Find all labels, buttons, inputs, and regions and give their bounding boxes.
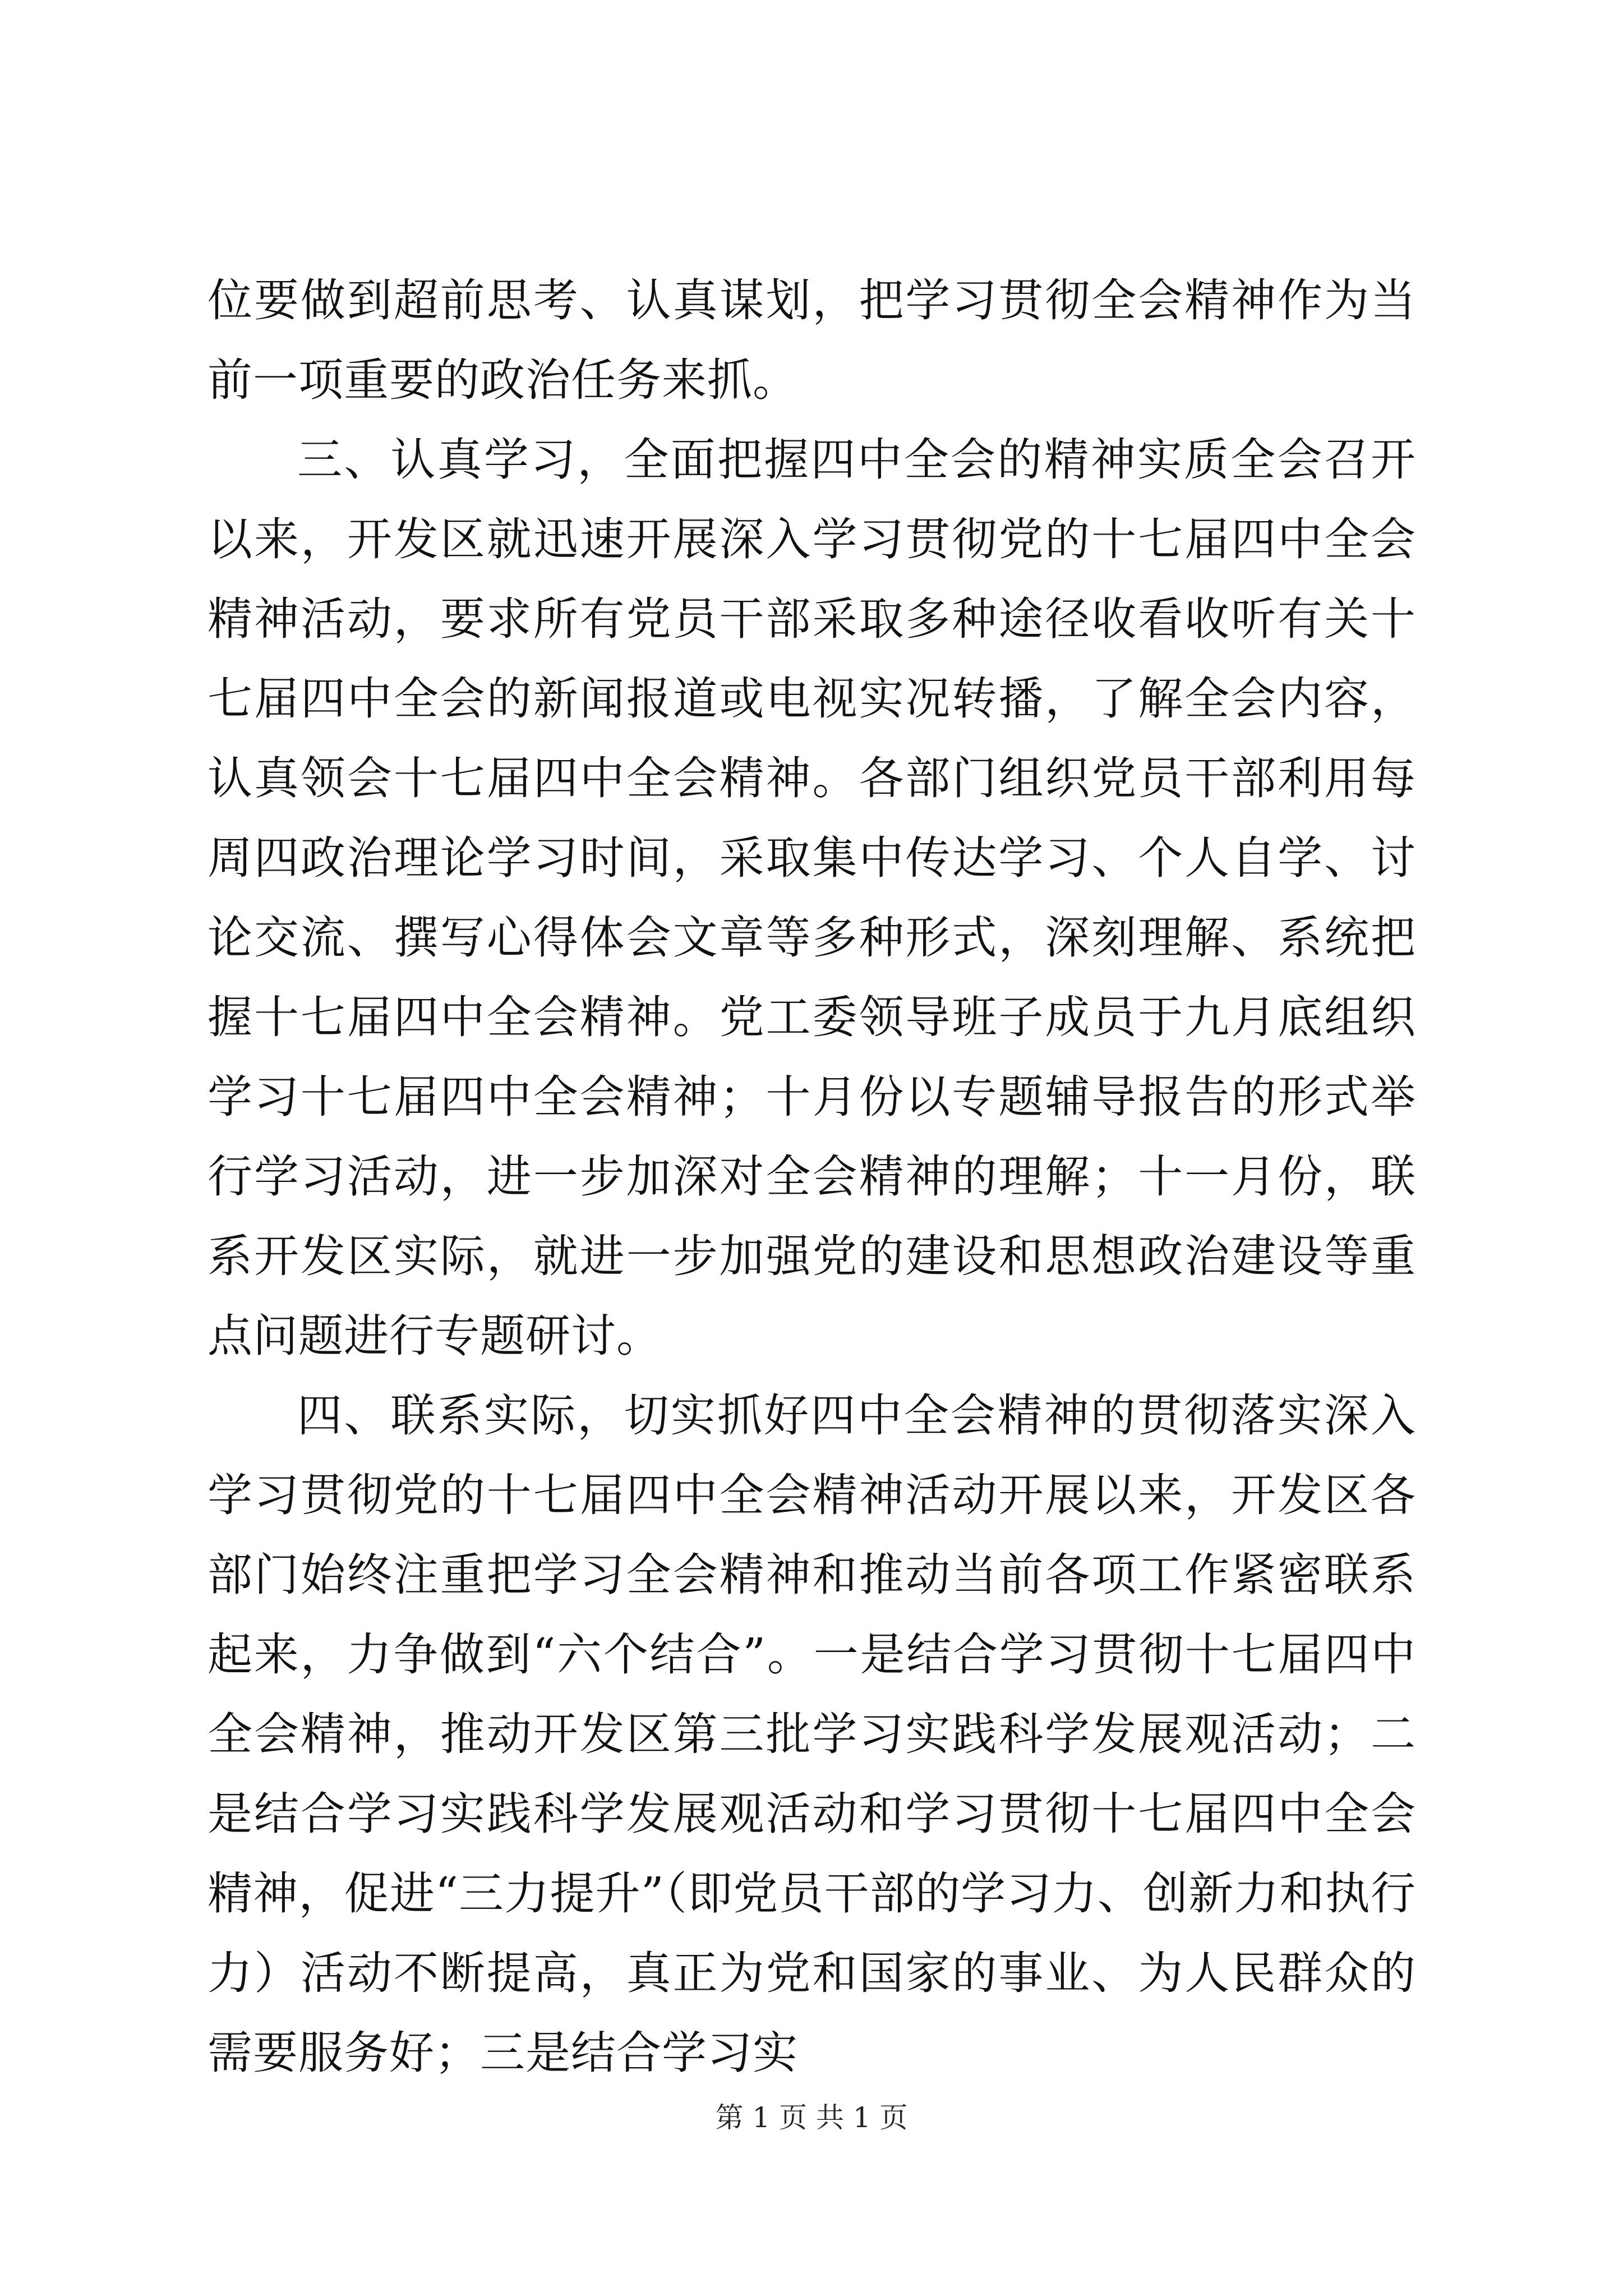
paragraph-continuation: 位要做到超前思考、认真谋划，把学习贯彻全会精神作为当前一项重要的政治任务来抓。 [208,274,1416,406]
paragraph-section-three: 三、认真学习，全面把握四中全会的精神实质全会召开以来，开发区就迅速开展深入学习贯彻党的十七届四中全会精神活动，要求所有党员干部采取多种途径收看收听有关十七届四中全会的新闻报道或电视实况转播，了解全会内容，认真领会十七届四中全会精神。各部门组织党员干部利用每周四政治理论学习时间，采取集中传达学习、个人自学、讨论交流、撰写心得体会文章等多种形式，深刻理解、系统把握十七届四中全会精神。党工委领导班子成员于九月底组织学习十七届四中全会精神；十月份以专题辅导报告的形式举行学习活动，进一步加深对全会精神的理解；十一月份，联系开发区实际，就进一步加强党的建设和思想政治建设等重点问题进行专题研讨。 [208,434,1416,1362]
document-body [208,261,1416,2093]
paragraph-section-four: 四、联系实际，切实抓好四中全会精神的贯彻落实深入学习贯彻党的十七届四中全会精神活动开展以来，开发区各部门始终注重把学习全会精神和推动当前各项工作紧密联系起来，力争做到“六个结合”。一是结合学习贯彻十七届四中全会精神，推动开发区第三批学习实践科学发展观活动；二是结合学习实践科学发展观活动和学习贯彻十七届四中全会精神，促进“三力提升”（即党员干部的学习力、创新力和执行力）活动不断提高，真正为党和国家的事业、为人民群众的需要服务好；三是结合学习实 [208,1389,1416,2079]
page-number-footer: 第 1 页 共 1 页 [715,2101,908,2134]
